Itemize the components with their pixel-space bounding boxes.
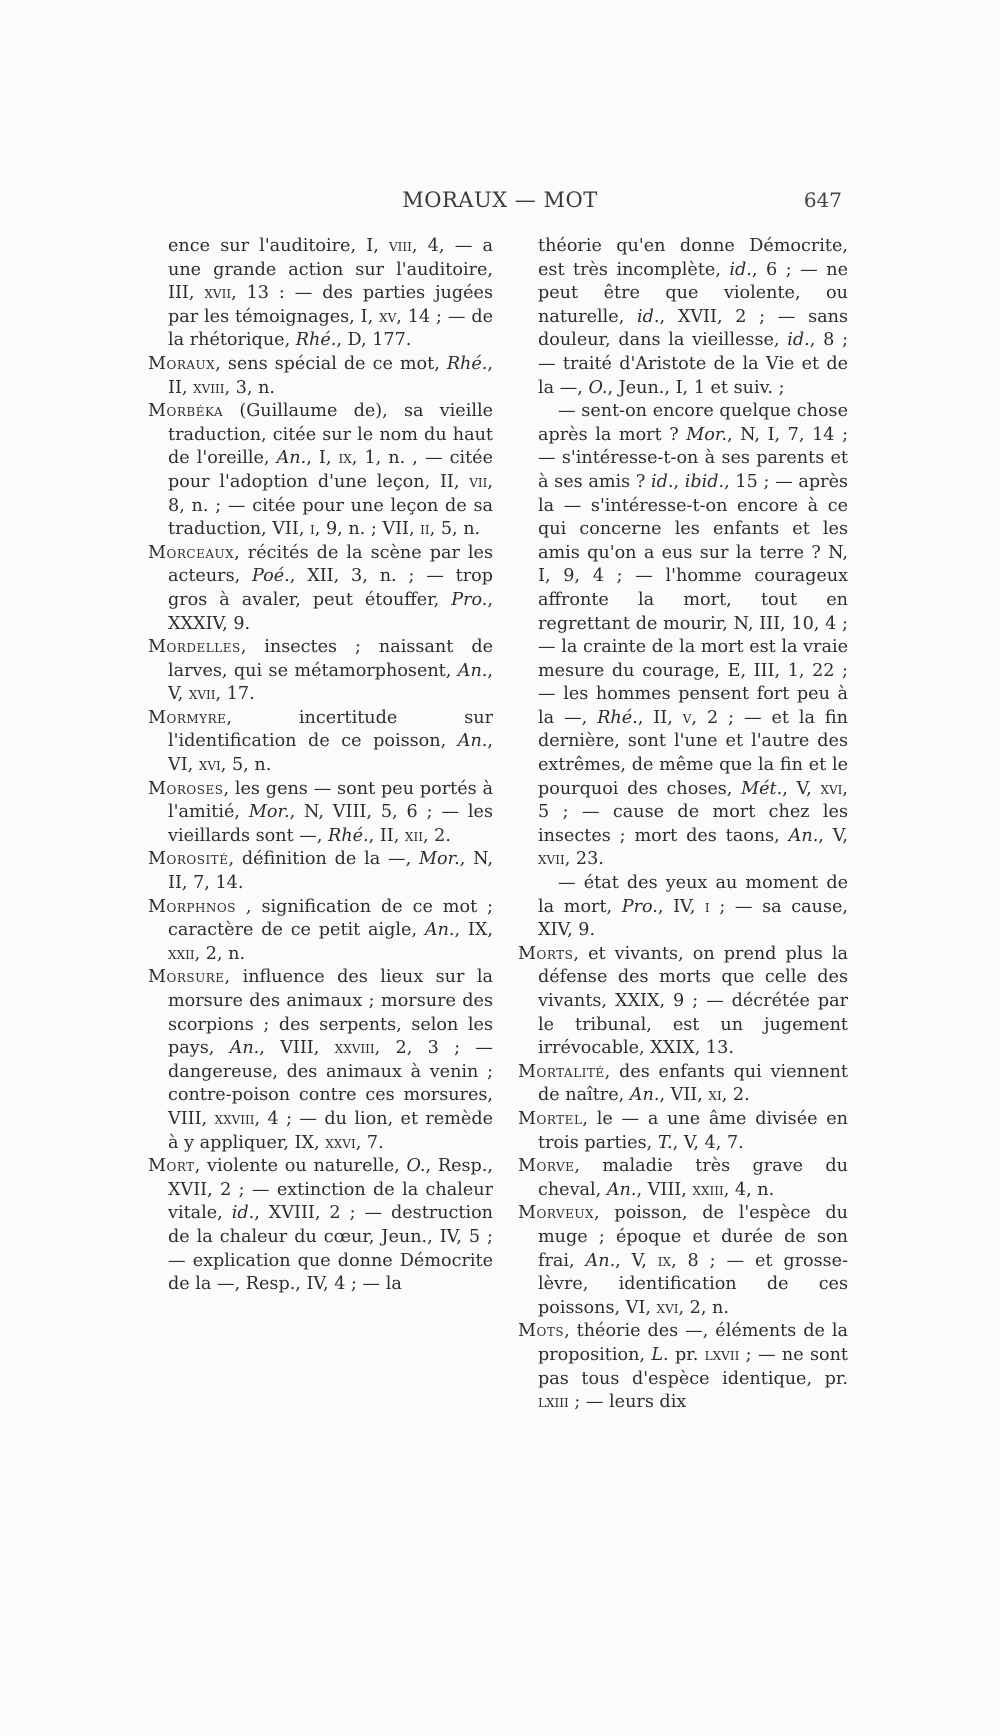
index-entry	[518, 1155, 848, 1202]
roman-numeral: xv	[379, 306, 397, 327]
headword: Mort	[148, 1156, 195, 1177]
entry-text: , 14 ; — de la rhétorique,	[168, 306, 494, 351]
entry-text: , V,	[818, 825, 848, 846]
roman-numeral: xviii	[193, 377, 225, 398]
roman-numeral: xi	[708, 1085, 722, 1106]
headword: Morosité	[148, 849, 229, 870]
entry-text: (Guillaume de), sa vieille traduction, citée sur le nom du haut de l'oreille,	[168, 401, 493, 469]
roman-numeral: xvi	[198, 755, 221, 776]
work-abbreviation: An.	[788, 825, 819, 846]
page-number: 647	[803, 188, 842, 212]
work-abbreviation: Mor.	[686, 424, 727, 445]
work-abbreviation: Pro.	[621, 896, 658, 917]
roman-numeral: xxviii	[214, 1108, 255, 1129]
entry-text: , II,	[368, 825, 405, 846]
index-entry	[148, 353, 493, 400]
entry-text: , violente ou naturelle,	[194, 1156, 407, 1177]
entry-text: , insectes ; naissant de larves, qui se métamorphosent,	[168, 637, 493, 681]
entry-text: , V,	[168, 660, 493, 705]
entry-text: , V,	[615, 1250, 658, 1271]
entry-text: , signification de ce mot ; caractère de ce petit aigle,	[168, 896, 493, 941]
entry-text: , 8 ; — et grosse-lèvre, identification de ces poissons, VI,	[538, 1250, 849, 1318]
index-entry	[148, 636, 493, 707]
entry-text: , récités de la scène par les acteurs,	[168, 542, 493, 587]
work-abbreviation: An.	[457, 660, 488, 681]
work-abbreviation: An.	[606, 1179, 637, 1200]
work-abbreviation: An.	[229, 1038, 260, 1059]
entry-text: théorie qu'en donne Démocrite, est très incomplète,	[538, 236, 848, 280]
entry-text: — état des yeux au moment de la mort,	[538, 873, 848, 917]
headword: Mots	[518, 1321, 565, 1342]
work-abbreviation: Mor.	[248, 802, 290, 823]
entry-text: , 5 ; — cause de mort chez les insectes ; mort des taons,	[538, 778, 848, 846]
entry-text: , 5, n.	[220, 755, 272, 776]
work-abbreviation: Mor.	[419, 849, 460, 870]
entry-text: , 23.	[564, 849, 604, 870]
work-abbreviation: ibid.	[684, 471, 725, 492]
entry-text: ; — ne sont pas tous d'espèce identique, pr.	[538, 1344, 848, 1389]
headword: Morsure	[148, 967, 225, 988]
entry-text: pr.	[668, 1344, 705, 1365]
entry-text: , 9, n. ; VII,	[314, 519, 421, 540]
headword: Mortel	[518, 1108, 583, 1129]
entry-text: , 2 ; — et la fin dernière, sont l'une et l'autre des extrêmes, de même que la fin et le pourquoi des choses,	[538, 707, 849, 799]
index-entry	[148, 778, 493, 849]
roman-numeral: xvi	[656, 1297, 679, 1318]
index-entry	[148, 542, 493, 636]
running-title: MORAUX — MOT	[402, 188, 598, 212]
entry-text: , XVII, 2 ; — sans douleur, dans la vieillesse,	[538, 306, 848, 351]
headword: Moraux	[148, 353, 216, 374]
entry-text: , 2, 3 ; — dangereuse, des animaux à venin ; contre-poison contre ces morsures, VIII,	[168, 1038, 493, 1129]
work-abbreviation: L.	[651, 1344, 669, 1365]
roman-numeral: xxvi	[325, 1132, 356, 1153]
entry-text: — sent-on encore quelque chose après la mort ?	[538, 401, 848, 445]
entry-text: , 3, n.	[224, 377, 276, 398]
index-entry	[148, 400, 493, 542]
work-abbreviation: id.	[787, 330, 810, 351]
work-abbreviation: id.	[650, 471, 674, 492]
roman-numeral: lxvii	[704, 1344, 740, 1365]
work-abbreviation: id.	[637, 306, 660, 327]
entry-text: , VIII,	[636, 1179, 693, 1200]
work-abbreviation: Mét.	[741, 778, 783, 799]
entry-text: ; — sa cause, XIV, 9.	[538, 896, 848, 941]
roman-numeral: xii	[404, 825, 423, 846]
roman-numeral: vii	[469, 471, 488, 492]
entry-text: , 4, — a une grande action sur l'auditoire, III,	[168, 236, 493, 304]
headword: Morveux	[518, 1203, 595, 1224]
index-entry	[148, 707, 493, 778]
entry-text: ; — leurs dix	[568, 1392, 687, 1413]
entry-text: , VII,	[659, 1085, 709, 1106]
entry-text: , et vivants, on prend plus la défense des morts que celle des vivants, XXIX, 9 ; — décrétée par le tribunal, est un jugement irrévocable, XXIX, 13.	[538, 943, 848, 1059]
index-entry	[518, 235, 848, 400]
work-abbreviation: O.	[406, 1156, 426, 1177]
roman-numeral: ii	[420, 519, 430, 540]
entry-text: , 5, n.	[429, 519, 481, 540]
entry-text: , 1, n. , — citée pour l'adoption d'une leçon, II,	[168, 448, 494, 492]
headword: Morbéka	[148, 401, 224, 422]
entry-text: , des enfants qui viennent de naître,	[538, 1061, 848, 1106]
entry-text: , I,	[306, 448, 339, 469]
work-abbreviation: Pro.	[451, 589, 488, 610]
entry-text: , maladie très grave du cheval,	[538, 1156, 848, 1200]
entry-text: , 2.	[422, 825, 451, 846]
entry-text: , XVIII, 2 ; — destruction de la chaleur du cœur, Jeun., IV, 5 ; — explication que donne Démocrite de la —, Resp., IV, 4 ; — la	[168, 1203, 493, 1295]
entry-text: , définition de la —,	[228, 849, 420, 870]
entry-text: , 2.	[721, 1085, 750, 1106]
roman-numeral: ix	[657, 1250, 672, 1271]
work-abbreviation: An.	[424, 920, 455, 941]
entry-text: ,	[673, 471, 685, 492]
entry-text: , poisson, de l'espèce du muge ; époque et durée de son frai,	[538, 1203, 848, 1271]
entry-text: , 13 : — des parties jugées par les témoignages, I,	[168, 283, 493, 327]
work-abbreviation: id.	[729, 259, 752, 280]
work-abbreviation: An.	[629, 1085, 660, 1106]
index-entry	[518, 872, 848, 943]
work-abbreviation: T.	[657, 1132, 673, 1153]
index-entry	[148, 966, 493, 1155]
headword: Moroses	[148, 778, 224, 799]
work-abbreviation: Rhé.	[295, 330, 337, 351]
index-entry	[148, 235, 493, 353]
entry-text: , 6 ; — ne peut être que violente, ou naturelle,	[538, 259, 848, 327]
entry-text: , N, VIII, 5, 6 ; — les vieillards sont —,	[168, 802, 493, 846]
work-abbreviation: Rhé.	[328, 825, 369, 846]
entry-text: , le — a une âme divisée en trois parties,	[538, 1108, 848, 1153]
page-header	[0, 188, 1000, 218]
entry-text: , Resp., XVII, 2 ; — extinction de la chaleur vitale,	[168, 1156, 493, 1224]
entry-text: , les gens — sont peu portés à l'amitié,	[168, 778, 493, 823]
headword: Morts	[518, 943, 574, 964]
roman-numeral: lxiii	[538, 1392, 569, 1413]
entry-text: , IV,	[657, 896, 705, 917]
work-abbreviation: Poé.	[252, 566, 290, 587]
entry-text: , V, 4, 7.	[672, 1132, 744, 1153]
entry-text: , 2, n.	[194, 943, 246, 964]
left-column	[148, 235, 493, 1297]
right-column	[518, 235, 848, 1415]
entry-text: , 8, n. ; — citée pour une leçon de sa traduction, VII,	[168, 471, 493, 540]
work-abbreviation: O.	[588, 377, 608, 398]
roman-numeral: i	[310, 519, 315, 540]
entry-text: ence sur l'auditoire, I,	[168, 236, 390, 256]
roman-numeral: i	[704, 896, 710, 917]
work-abbreviation: id.	[231, 1203, 255, 1224]
entry-text: , 4, n.	[723, 1179, 775, 1200]
roman-numeral: xvi	[820, 778, 843, 799]
work-abbreviation: Rhé.	[597, 707, 638, 728]
entry-text: , D, 177.	[336, 330, 412, 351]
roman-numeral: xxviii	[334, 1038, 375, 1059]
entry-text: , N, II, 7, 14.	[168, 849, 493, 894]
entry-text: , 8 ; — traité d'Aristote de la Vie et de la —,	[538, 330, 848, 398]
roman-numeral: xvii	[538, 849, 565, 870]
work-abbreviation: An.	[276, 448, 307, 469]
entry-text: , influence des lieux sur la morsure des animaux ; morsure des scorpions ; des serpents, selon les pays,	[168, 967, 493, 1059]
entry-text: , N, I, 7, 14 ; — s'intéresse-t-on à ses parents et à ses amis ?	[538, 424, 848, 492]
entry-text: , IX,	[454, 920, 493, 941]
entry-text: , XXXIV, 9.	[168, 589, 493, 634]
entry-text: , II,	[168, 353, 493, 398]
entry-text: , sens spécial de ce mot,	[215, 353, 447, 374]
index-entry	[518, 1061, 848, 1108]
roman-numeral: v	[682, 707, 692, 728]
entry-text: , 17.	[215, 684, 255, 705]
index-entry	[148, 1155, 493, 1297]
index-entry	[518, 943, 848, 1061]
entry-text: , VIII,	[259, 1038, 335, 1059]
headword: Mordelles	[148, 637, 241, 658]
entry-text: , 15 ; — après la — s'intéresse-t-on encore à ce qui concerne les enfants et les amis qu'on a eus sur la terre ? N, I, 9, 4 ; — l'homme courageux affronte la mort, tout en regrettant de mourir, N, III, 10, 4 ; — la crainte de la mort est la vraie mesure du courage, E, III, 1, 22 ; — les hommes pensent fort peu à la —,	[538, 471, 849, 728]
work-abbreviation: An.	[585, 1250, 616, 1271]
headword: Morphnos	[148, 896, 236, 917]
headword: Mortalité	[518, 1061, 605, 1082]
roman-numeral: xvii	[204, 283, 232, 304]
entry-text: , 2, n.	[678, 1297, 729, 1318]
roman-numeral: xvii	[188, 684, 216, 705]
entry-text: , VI,	[168, 731, 493, 776]
headword: Morve	[518, 1156, 575, 1177]
index-entry	[518, 400, 848, 872]
roman-numeral: ix	[338, 448, 352, 469]
entry-text: , incertitude sur l'identification de ce poisson,	[168, 707, 493, 752]
index-entry	[518, 1202, 848, 1320]
index-entry	[148, 896, 493, 967]
work-abbreviation: Rhé.	[446, 353, 488, 374]
entry-text: , 7.	[355, 1132, 384, 1153]
roman-numeral: xxiii	[692, 1179, 724, 1200]
index-entry	[148, 848, 493, 895]
entry-text: , Jeun., I, 1 et suiv. ;	[607, 377, 785, 398]
entry-text: , II,	[637, 707, 683, 728]
entry-text: , 4 ; — du lion, et remède à y appliquer, IX,	[168, 1108, 493, 1153]
headword: Morceaux	[148, 542, 235, 563]
work-abbreviation: An.	[457, 731, 488, 752]
entry-text: , théorie des —, éléments de la proposition,	[538, 1321, 848, 1365]
index-entry	[518, 1108, 848, 1155]
roman-numeral: xxii	[168, 943, 195, 964]
index-entry	[518, 1320, 848, 1414]
headword: Mormyre	[148, 707, 227, 728]
entry-text: , V,	[782, 778, 821, 799]
entry-text: , XII, 3, n. ; — trop gros à avaler, peut étouffer,	[168, 566, 493, 610]
roman-numeral: viii	[389, 236, 412, 256]
